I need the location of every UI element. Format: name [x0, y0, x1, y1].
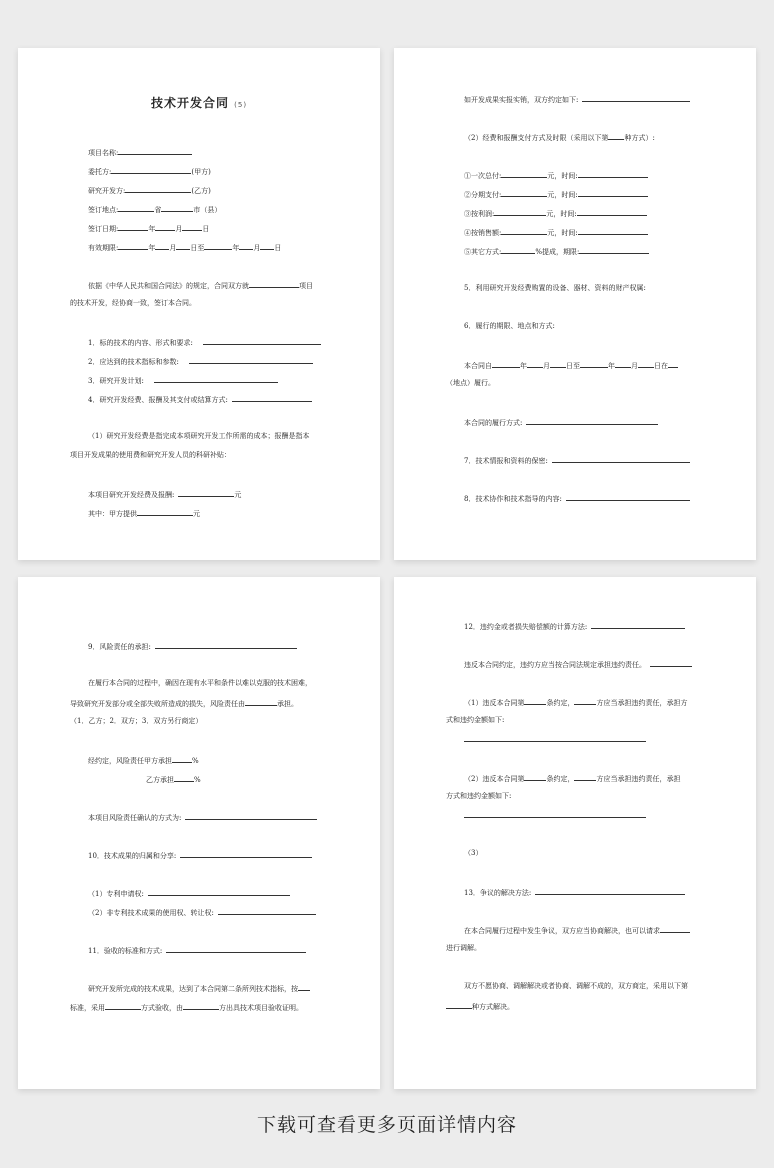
breach-general: 违反本合同约定，违约方应当按合同法规定承担违约责任。 — [464, 659, 692, 670]
intro-line-2: 的技术开发，经协商一致，签订本合同。 — [70, 299, 196, 307]
intro-line-1: 依据《中华人民共和国合同法》的规定，合同双方就 项目 — [88, 282, 313, 290]
clause-3: 3．研究开发计划: — [88, 375, 278, 386]
field-project-name: 项目名称: — [88, 147, 192, 158]
dispute-line-1: 在本合同履行过程中发生争议，双方应当协商解决，也可以请求 — [464, 925, 690, 936]
clause-1: 1．标的技术的内容、形式和要求: — [88, 337, 321, 348]
breach-3: （3） — [464, 849, 483, 857]
clause-13: 13．争议的解决方法: — [464, 887, 685, 898]
risk-party-a: 经约定，风险责任甲方承担 % — [88, 757, 199, 765]
document-page-4 — [394, 577, 756, 1089]
period-line: 本合同自 年 月 日至 年 月 日在 — [464, 360, 678, 371]
patent-right: （1）专利申请权: — [88, 888, 290, 899]
clause-8: 8．技术协作和技术指导的内容: — [464, 493, 690, 504]
clause-6: 6．履行的期限、地点和方式: — [464, 322, 555, 330]
place-line: （地点）履行。 — [446, 379, 495, 387]
contract-title — [18, 94, 380, 111]
pay-installments: ②分期支付: 元，时间: — [464, 189, 648, 200]
breach-2-line-1: （2）违反本合同第 条约定， 方应当承担违约责任，承担 — [464, 775, 681, 783]
payment-method: （2）经费和报酬支付方式及时限（采用以下第 种方式）: — [464, 134, 655, 142]
field-sign-place: 签订地点: 省 市（县） — [88, 206, 222, 214]
breach-1-line-2: 式和违约金额如下: — [446, 716, 505, 724]
field-developer: 研究开发方: (乙方) — [88, 187, 211, 195]
download-caption[interactable]: 下载可查看更多页面详情内容 — [256, 1114, 517, 1136]
non-patent-right: （2）非专利技术成果的使用权、转让权: — [88, 907, 316, 918]
party-a-funding: 其中：甲方提供 元 — [88, 510, 200, 518]
clause-4: 4．研究开发经费、报酬及其支付或结算方式: — [88, 394, 312, 405]
total-funding: 本项目研究开发经费及报酬: 元 — [88, 491, 242, 499]
breach-2-blank — [464, 817, 646, 818]
reimbursement-line: 如开发成果实报实销，双方约定如下: — [464, 94, 690, 105]
title-suffix: (5) — [234, 101, 248, 109]
pay-by-profit: ③按利润: 元，时间: — [464, 208, 647, 219]
clause-9: 9．风险责任的承担: — [88, 641, 297, 652]
dispute-line-2: 进行调解。 — [446, 944, 481, 952]
title-text: 技术开发合同 — [150, 96, 229, 110]
pay-by-sales: ④按销售额: 元，时间: — [464, 227, 648, 238]
acceptance-line-2: 标准，采用 方式验收，由 方出具技术项目验收证明。 — [70, 1004, 303, 1012]
breach-1-line-1: （1）违反本合同第 条约定， 方应当承担违约责任，承担方 — [464, 699, 688, 707]
clause-2: 2．应达到的技术指标和参数: — [88, 356, 313, 367]
funding-line-2: 项目开发成果的使用费和研究开发人员的科研补贴： — [70, 451, 231, 459]
dispute-line-4: 种方式解决。 — [446, 1001, 514, 1012]
clause-12: 12．违约金或者损失赔偿额的计算方法: — [464, 621, 685, 632]
risk-confirmation: 本项目风险责任确认的方式为: — [88, 812, 317, 823]
acceptance-line-1: 研究开发所完成的技术成果，达到了本合同第二条所列技术指标，按 — [88, 983, 310, 994]
field-client: 委托方: (甲方) — [88, 168, 211, 176]
breach-2-line-2: 方式和违约金额如下: — [446, 792, 512, 800]
dispute-line-3: 双方不愿协商、调解解决或者协商、调解不成的，双方商定，采用以下第 — [464, 982, 688, 990]
clause-7: 7．技术情报和资料的保密: — [464, 455, 690, 466]
risk-party-b: 乙方承担 % — [146, 776, 201, 784]
field-sign-date: 签订日期: 年 月 日 — [88, 225, 210, 233]
risk-line-2: 导致研究开发部分或全部失败所造成的损失，风险责任由 承担。 — [70, 700, 298, 708]
field-validity: 有效期限: 年 月 日至 年 月 日 — [88, 244, 282, 252]
document-page-2 — [394, 48, 756, 560]
clause-11: 11．验收的标准和方式: — [88, 945, 306, 956]
document-page-1 — [18, 48, 380, 560]
pay-other: ⑤其它方式: %提成，期限: — [464, 246, 649, 257]
funding-line-1: （1）研究开发经费是指完成本项研究开发工作所需的成本；报酬是指本 — [88, 432, 310, 440]
risk-line-3: （1．乙方；2．双方；3．双方另行商定） — [70, 717, 203, 725]
document-page-3 — [18, 577, 380, 1089]
clause-5: 5．利用研究开发经费购置的设备、器材、资料的财产权属: — [464, 284, 646, 292]
breach-1-blank — [464, 741, 646, 742]
clause-10: 10．技术成果的归属和分享: — [88, 850, 312, 861]
performance-method: 本合同的履行方式: — [464, 417, 658, 428]
risk-line-1: 在履行本合同的过程中，确因在现有水平和条件以难以克服的技术困难， — [88, 679, 312, 687]
pay-lump-sum: ①一次总付: 元，时间: — [464, 170, 648, 181]
